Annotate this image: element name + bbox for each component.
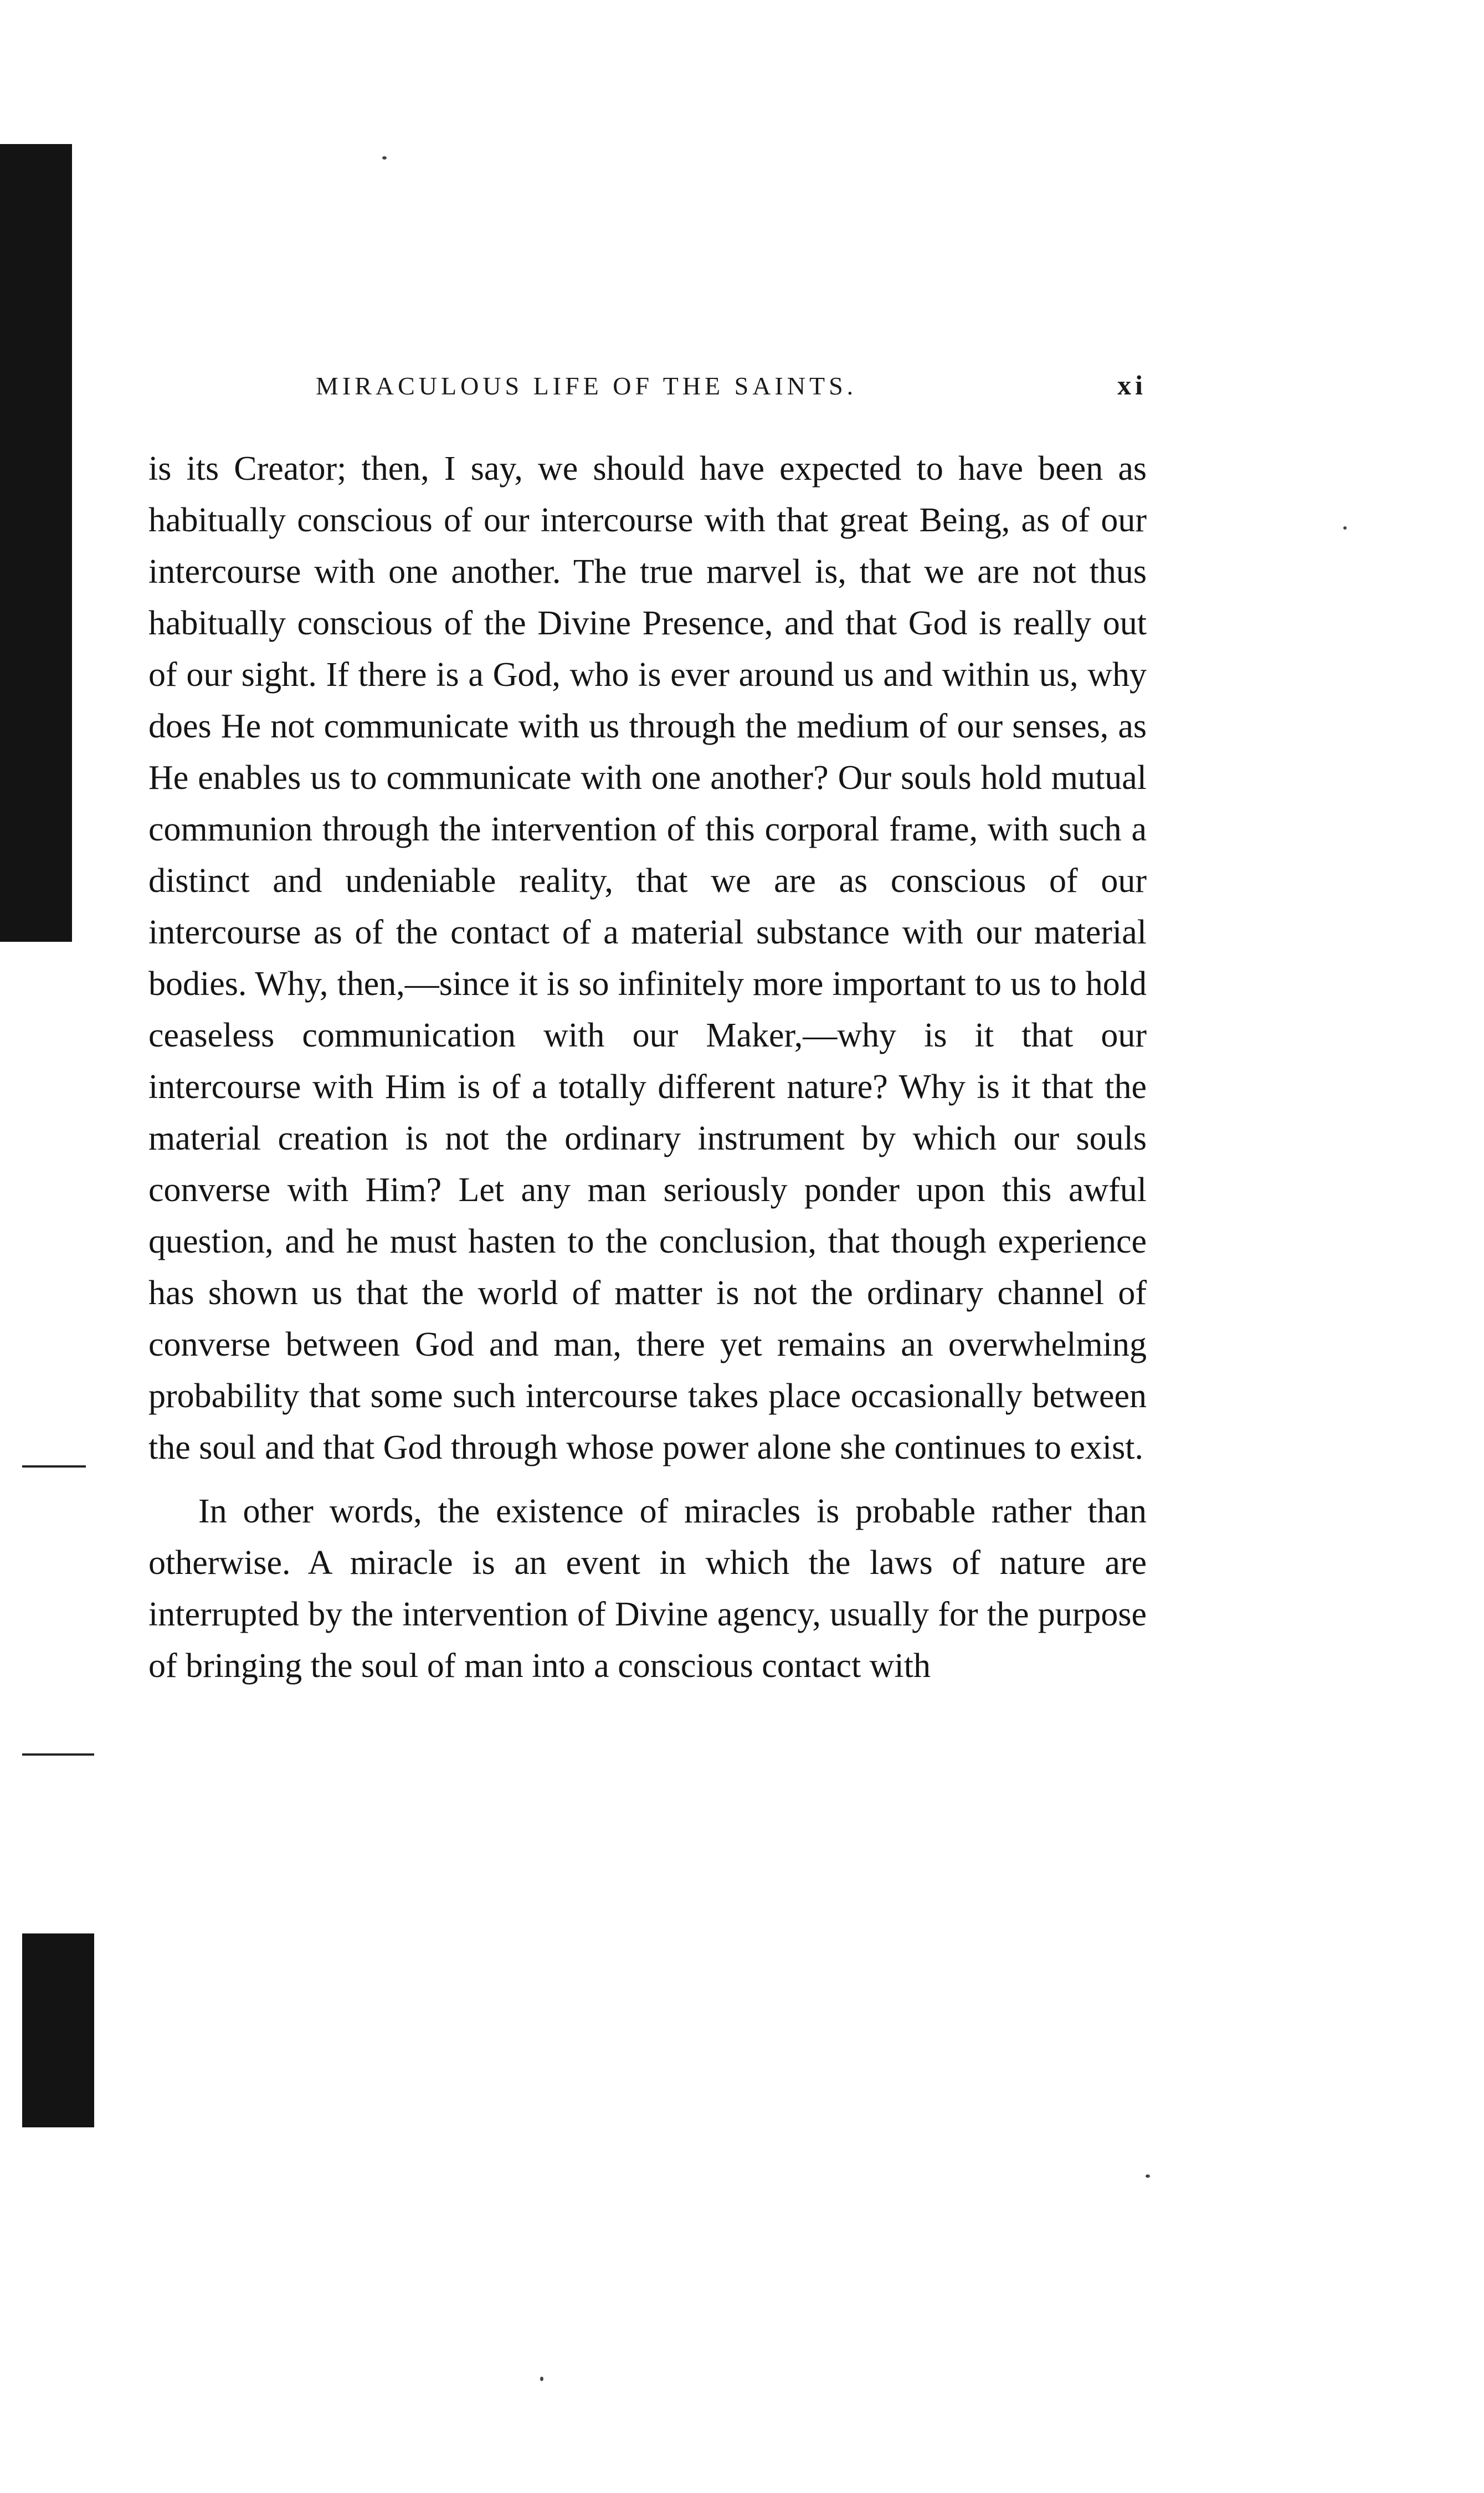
ink-speck [540,2377,543,2381]
running-header [316,371,1147,404]
ink-speck [1146,2174,1150,2178]
scan-edge-strip-bottom [22,1933,94,2127]
body-text [148,443,1147,1692]
margin-rule [22,1753,94,1756]
scan-edge-strip-top [0,144,72,942]
running-title: MIRACULOUS LIFE OF THE SAINTS. [316,372,857,400]
margin-rule [22,1465,86,1468]
ink-speck [1343,526,1347,530]
paragraph: is its Creator; then, I say, we should have expected to have been as habitually conscious of our intercourse with that great Being, as of our intercourse with one another. The true marvel is, that we are not thus habitually conscious of the Divine Presence, and that God is really out of our sight. If there is a God, who is ever around us and within us, why does He not communicate with us through the medium of our senses, as He enables us to communicate with one another? Our souls hold mutual communion through the intervention of this corporal frame, with such a distinct and undeniable reality, that we are as conscious of our intercourse as of the contact of a material substance with our material bodies. Why, then,—since it is so infinitely more important to us to hold ceaseless communication with our Maker,—why is it that our intercourse with Him is of a totally different nature? Why is it that the material creation is not the ordinary instrument by which our souls converse with Him? Let any man seriously ponder upon this awful question, and he must hasten to the conclusion, that though experience has shown us that the world of matter is not the ordinary channel of converse between God and man, there yet remains an overwhelming probability that some such intercourse takes place occasionally between the soul and that God through whose power alone she continues to exist. [148,450,1147,1466]
paragraph: In other words, the existence of miracles is probable rather than otherwise. A miracle is an event in which the laws of nature are interrupted by the intervention of Divine agency, usually for the purpose of bringing the soul of man into a conscious contact with [148,1492,1147,1685]
page-number: xi [1117,370,1147,401]
ink-speck [382,156,387,160]
